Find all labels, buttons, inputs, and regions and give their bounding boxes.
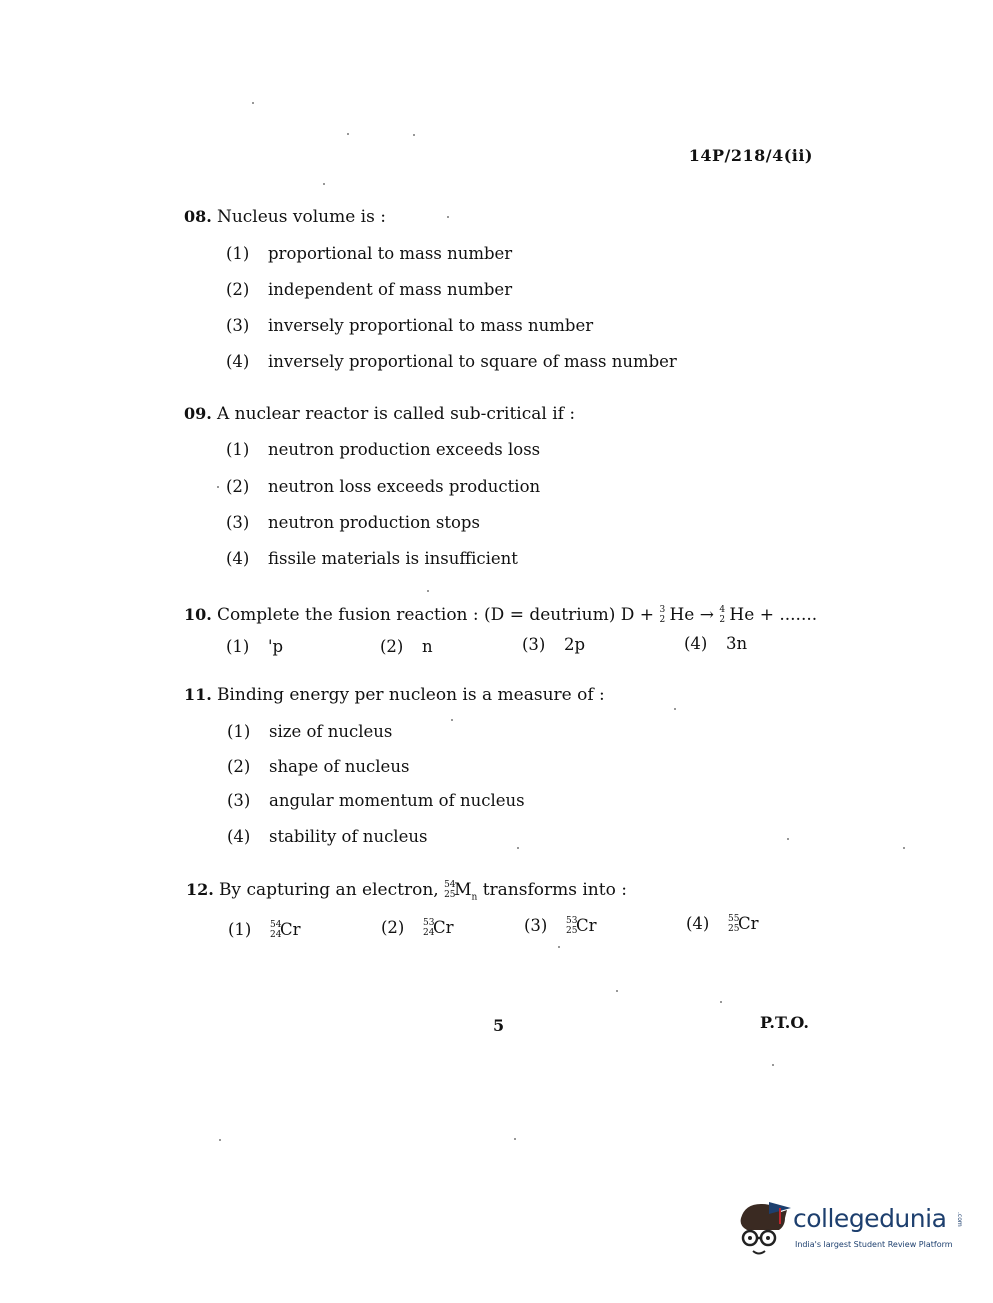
option: (2) independent of mass number bbox=[226, 280, 513, 299]
question-12 bbox=[186, 880, 627, 902]
question-text: Nucleus volume is : bbox=[216, 207, 386, 227]
nuclide-he3: 3 2 bbox=[659, 604, 666, 625]
option: (2) n bbox=[380, 637, 433, 656]
page-number: 5 bbox=[493, 1016, 505, 1035]
question-number: 08. bbox=[184, 207, 212, 226]
brand-com: .com bbox=[956, 1212, 963, 1227]
question-10 bbox=[184, 605, 817, 625]
question-text: Binding energy per nucleon is a measure of : bbox=[216, 685, 605, 705]
mascot-icon bbox=[735, 1198, 793, 1258]
nuclide-mn: 54 25 bbox=[444, 879, 456, 900]
option: (3) 2p bbox=[522, 635, 586, 654]
option: (1) 54 24 Cr bbox=[228, 919, 301, 940]
nuclide-he4: 4 2 bbox=[719, 604, 726, 625]
option: (1) proportional to mass number bbox=[226, 244, 513, 263]
option: (2) 53 24 Cr bbox=[381, 917, 454, 938]
option: (1) size of nucleus bbox=[227, 722, 393, 741]
question-08 bbox=[184, 207, 386, 227]
pto-label: P.T.O. bbox=[760, 1013, 809, 1032]
option: (4) inversely proportional to square of mass number bbox=[226, 352, 677, 371]
question-text: By capturing an electron, 54 25 $M_n$ transforms into : bbox=[218, 879, 627, 903]
question-text: A nuclear reactor is called sub-critical if : bbox=[216, 404, 576, 424]
question-text: Complete the fusion reaction : (D = deutrium) D + 3 2 He → 4 2 He + ....... bbox=[216, 604, 818, 625]
option: (1) neutron production exceeds loss bbox=[226, 440, 541, 459]
question-number: 09. bbox=[184, 404, 212, 423]
question-number: 10. bbox=[184, 605, 212, 624]
option: (3) neutron production stops bbox=[226, 513, 480, 532]
option: (3) angular momentum of nucleus bbox=[227, 791, 525, 810]
option: (4) stability of nucleus bbox=[227, 827, 428, 846]
reaction-arrow: → bbox=[699, 605, 714, 625]
question-11 bbox=[184, 685, 605, 705]
question-number: 12. bbox=[186, 880, 214, 899]
collegedunia-logo bbox=[735, 1198, 965, 1258]
question-09 bbox=[184, 404, 575, 424]
paper-code: 14P/218/4(ii) bbox=[688, 146, 813, 165]
option: (1) 'p bbox=[226, 637, 284, 656]
option: (4) 55 25 Cr bbox=[686, 913, 759, 934]
option: (3) inversely proportional to mass number bbox=[226, 316, 594, 335]
option: (3) 53 25 Cr bbox=[524, 915, 597, 936]
option: (2) neutron loss exceeds production bbox=[226, 477, 541, 496]
option: (4) 3n bbox=[684, 634, 748, 653]
option: (2) shape of nucleus bbox=[227, 757, 410, 776]
option: (4) fissile materials is insufficient bbox=[226, 549, 518, 568]
brand-name: collegedunia bbox=[793, 1204, 947, 1233]
brand-tagline: India's largest Student Review Platform bbox=[795, 1240, 953, 1249]
question-number: 11. bbox=[184, 685, 212, 704]
